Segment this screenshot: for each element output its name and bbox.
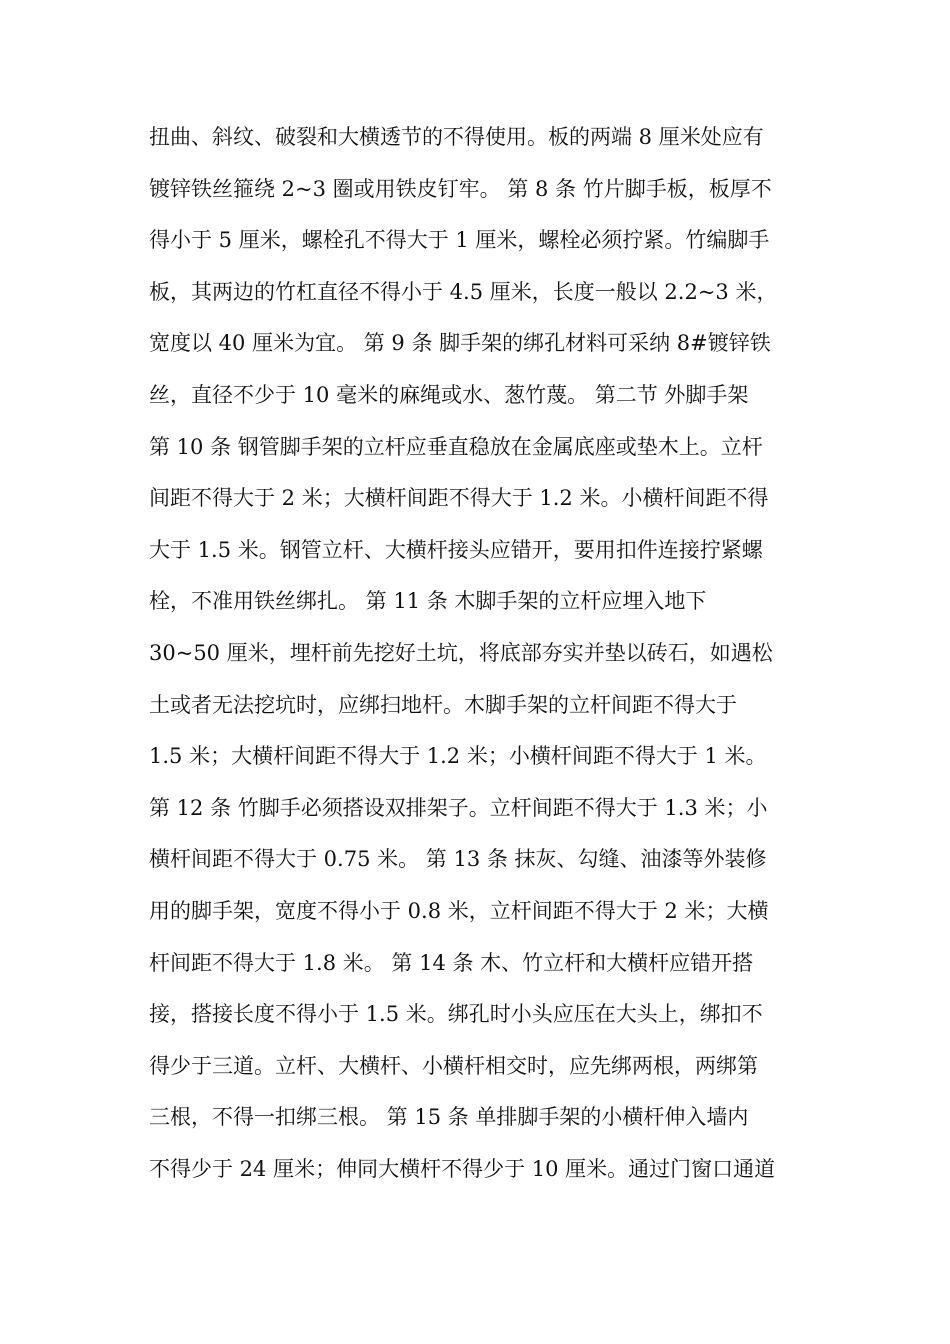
text-line: 三根，不得一扣绑三根。 第 15 条 单排脚手架的小横杆伸入墙内 [149, 1105, 749, 1130]
text-line: 杆间距不得大于 1.8 米。 第 14 条 木、竹立杆和大横杆应错开搭 [149, 950, 754, 975]
text-line: 得小于 5 厘米，螺栓孔不得大于 1 厘米，螺栓必须拧紧。竹编脚手 [149, 228, 770, 253]
text-line: 横杆间距不得大于 0.75 米。 第 13 条 抹灰、勾缝、油漆等外装修 [149, 847, 767, 872]
text-line: 不得少于 24 厘米；伸同大横杆不得少于 10 厘米。通过门窗口通道 [149, 1156, 776, 1181]
text-line: 栓，不准用铁丝绑扎。 第 11 条 木脚手架的立杆应埋入地下 [149, 589, 707, 614]
text-line: 板，其两边的竹杠直径不得小于 4.5 厘米，长度一般以 2.2~3 米， [149, 279, 778, 304]
text-line: 用的脚手架，宽度不得小于 0.8 米，立杆间距不得大于 2 米；大横 [149, 898, 769, 923]
text-line: 丝，直径不少于 10 毫米的麻绳或水、葱竹蔑。 第二节 外脚手架 [149, 382, 749, 407]
text-line: 第 10 条 钢管脚手架的立杆应垂直稳放在金属底座或垫木上。立杆 [149, 434, 763, 459]
text-line: 镀锌铁丝箍绕 2~3 圈或用铁皮钉牢。 第 8 条 竹片脚手板，板厚不 [149, 176, 772, 201]
text-line: 扭曲、斜纹、破裂和大横透节的不得使用。板的两端 8 厘米处应有 [149, 125, 764, 149]
body-text [149, 114, 809, 1197]
text-line: 1.5 米；大横杆间距不得大于 1.2 米；小横杆间距不得大于 1 米。 [149, 744, 767, 769]
text-line: 接，搭接长度不得小于 1.5 米。绑孔时小头应压在大头上，绑扣不 [149, 1002, 763, 1027]
text-line: 宽度以 40 厘米为宜。 第 9 条 脚手架的绑孔材料可采纳 8#镀锌铁 [149, 331, 771, 356]
text-line: 第 12 条 竹脚手必须搭设双排架子。立杆间距不得大于 1.3 米；小 [149, 795, 768, 820]
text-line: 得少于三道。立杆、大横杆、小横杆相交时，应先绑两根，两绑第 [149, 1053, 758, 1078]
text-line: 土或者无法挖坑时，应绑扫地杆。木脚手架的立杆间距不得大于 [149, 692, 737, 717]
text-line: 间距不得大于 2 米；大横杆间距不得大于 1.2 米。小横杆间距不得 [149, 486, 769, 511]
text-line: 大于 1.5 米。钢管立杆、大横杆接头应错开，要用扣件连接拧紧螺 [149, 537, 763, 562]
text-line: 30~50 厘米，埋杆前先挖好土坑，将底部夯实并垫以砖石，如遇松 [149, 640, 773, 665]
